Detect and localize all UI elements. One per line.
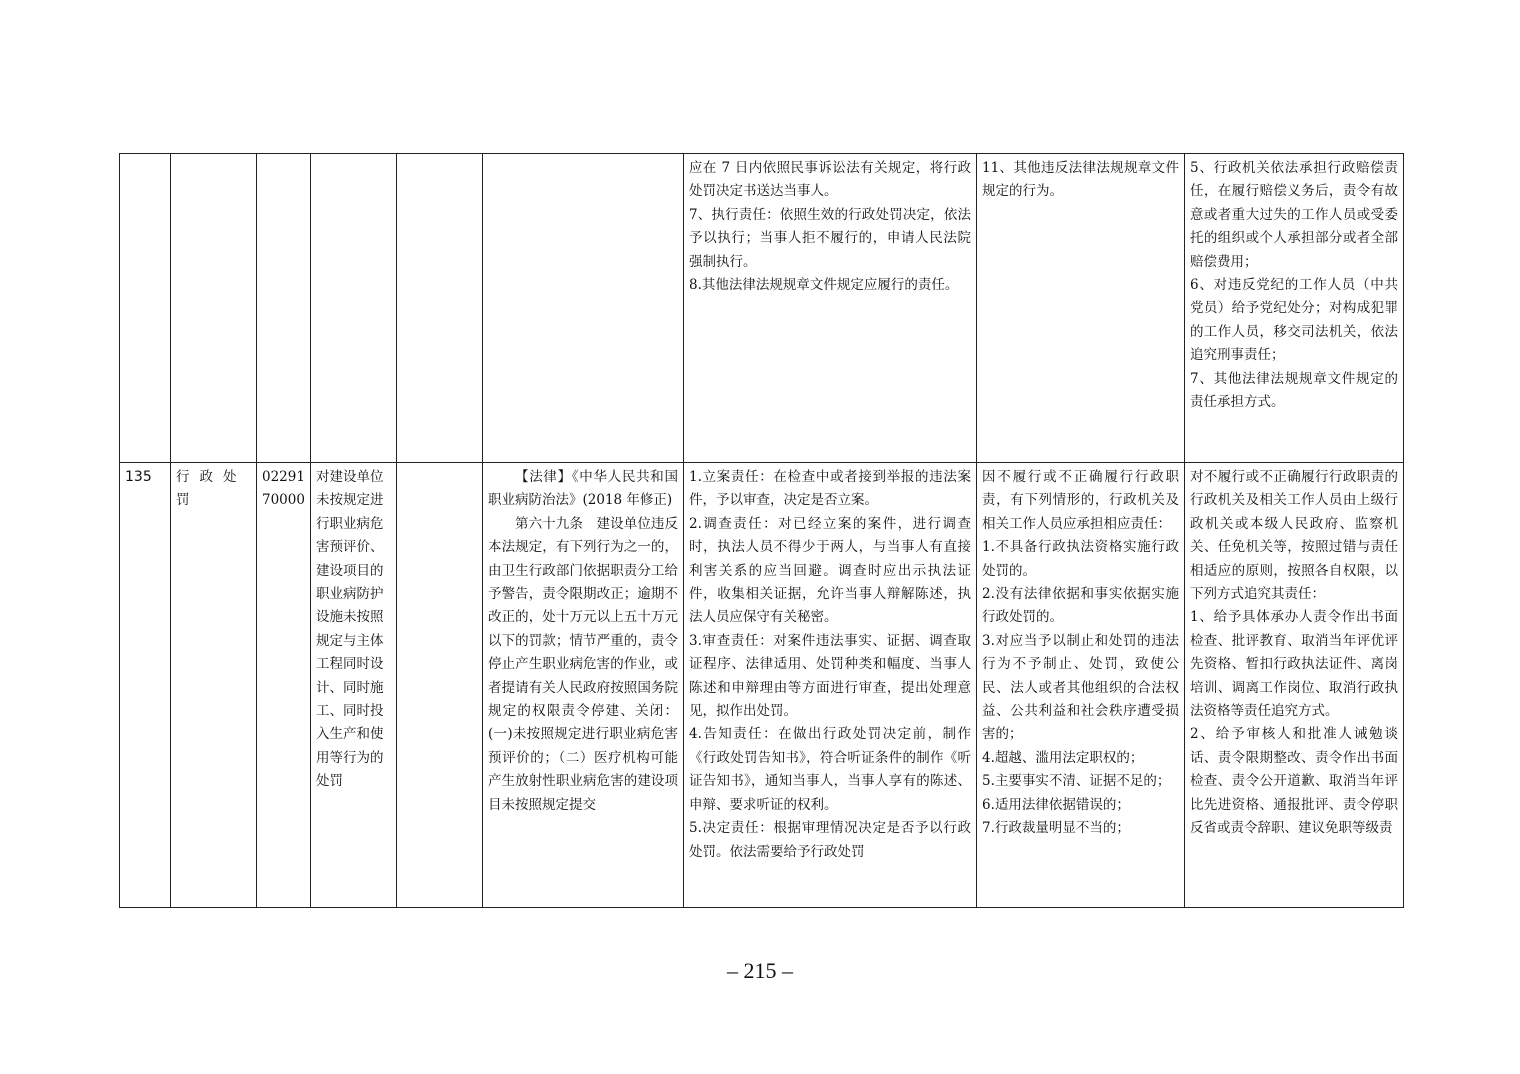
duty-paragraph: 7、执行责任：依照生效的行政处罚决定，依法予以执行；当事人拒不履行的，申请人民法院强制执行。	[689, 206, 971, 270]
cell-sub	[397, 154, 483, 463]
accountability-paragraph: 1、给予具体承办人责令作出书面检查、批评教育、取消当年评优评先资格、暂扣行政执法证件、离岗培训、调离工作岗位、取消行政执法资格等责任追究方式。	[1190, 609, 1398, 720]
accountability-paragraph: 7、其他法律法规规章文件规定的责任承担方式。	[1190, 370, 1398, 411]
duty-paragraph: 2.调查责任：对已经立案的案件，进行调查时，执法人员不得少于两人，与当事人有直接利害关系的应当回避。调查时应出示执法证件，收集相关证据，允许当事人辩解陈述，执法人员应保守有关秘密。	[689, 515, 971, 626]
circumstance-paragraph: 1.不具备行政执法资格实施行政处罚的。	[982, 539, 1179, 579]
circumstance-paragraph: 4.超越、滥用法定职权的；	[982, 749, 1144, 766]
cell-basis	[483, 154, 684, 463]
circumstance-paragraph: 6.适用法律依据错误的；	[982, 796, 1130, 813]
cell-name	[311, 154, 397, 463]
circumstance-paragraph: 7.行政裁量明显不当的；	[982, 820, 1130, 837]
cell-code: 0229170000	[257, 463, 311, 908]
cell-circumstances	[977, 463, 1185, 908]
cell-sub	[397, 463, 483, 908]
circumstance-paragraph: 因不履行或不正确履行行政职责，有下列情形的，行政机关及相关工作人员应承担相应责任：	[982, 469, 1179, 532]
duty-paragraph: 5.决定责任：根据审理情况决定是否予以行政处罚。依法需要给予行政处罚	[689, 820, 971, 860]
cell-code	[257, 154, 311, 463]
accountability-paragraph: 6、对违反党纪的工作人员（中共党员）给予党纪处分；对构成犯罪的工作人员，移交司法机关，依法追究刑事责任；	[1190, 277, 1398, 364]
circumstance-paragraph: 11、其他违反法律法规规章文件规定的行为。	[982, 160, 1179, 200]
circumstance-paragraph: 5.主要事实不清、证据不足的；	[982, 773, 1171, 790]
duty-paragraph: 3.审查责任：对案件违法事实、证据、调查取证程序、法律适用、处罚种类和幅度、当事人陈述和申辩理由等方面进行审查，提出处理意见，拟作出处罚。	[689, 632, 971, 720]
cell-duties	[684, 154, 977, 463]
cell-type	[171, 154, 257, 463]
cell-basis	[483, 463, 684, 908]
table-row	[120, 154, 1404, 463]
page-number: – 215 –	[727, 958, 793, 983]
accountability-paragraph: 对不履行或不正确履行行政职责的行政机关及相关工作人员由上级行政机关或本级人民政府、监察机关、任免机关等，按照过错与责任相适应的原则，按照各自权限，以下列方式追究其责任：	[1190, 469, 1398, 603]
cell-type: 行政处罚	[171, 463, 257, 908]
duty-paragraph: 8.其他法律法规规章文件规定应履行的责任。	[689, 277, 959, 294]
responsibility-table	[119, 153, 1404, 908]
cell-duties	[684, 463, 977, 908]
basis-paragraph: 第六十九条 建设单位违反本法规定，有下列行为之一的，由卫生行政部门依据职责分工给予警告，责令限期改正；逾期不改正的，处十万元以上五十万元以下的罚款；情节严重的，责令停止产生职业病危害的作业，或者提请有关人民政府按照国务院规定的权限责令停建、关闭：(一)未按照规定进行职业病危害预评价的；（二）医疗机构可能产生放射性职业病危害的建设项目未按照规定提交	[488, 515, 678, 813]
circumstance-paragraph: 3.对应当予以制止和处罚的违法行为不予制止、处罚，致使公民、法人或者其他组织的合法权益、公共利益和社会秩序遭受损害的；	[982, 632, 1179, 743]
basis-paragraph: 【法律】《中华人民共和国职业病防治法》(2018 年修正)	[488, 469, 678, 509]
duty-paragraph: 4.告知责任：在做出行政处罚决定前，制作《行政处罚告知书》，符合听证条件的制作《听证告知书》，通知当事人，当事人享有的陈述、申辩、要求听证的权利。	[689, 726, 971, 813]
accountability-paragraph: 5、行政机关依法承担行政赔偿责任，在履行赔偿义务后，责令有故意或者重大过失的工作人员或受委托的组织或个人承担部分或者全部赔偿费用；	[1190, 160, 1398, 270]
cell-circumstances	[977, 154, 1185, 463]
duty-paragraph: 1.立案责任：在检查中或者接到举报的违法案件，予以审查，决定是否立案。	[689, 469, 971, 509]
table-row	[120, 463, 1404, 908]
duty-paragraph: 应在 7 日内依照民事诉讼法有关规定，将行政处罚决定书送达当事人。	[689, 160, 971, 200]
circumstance-paragraph: 2.没有法律依据和事实依据实施行政处罚的。	[982, 586, 1179, 626]
cell-accountability	[1185, 154, 1404, 463]
cell-index: 135	[120, 463, 171, 908]
accountability-paragraph: 2、给予审核人和批准人诫勉谈话、责令限期整改、责令作出书面检查、责令公开道歉、取消当年评比先进资格、通报批评、责令停职反省或责令辞职、建议免职等级责	[1190, 726, 1398, 837]
cell-accountability	[1185, 463, 1404, 908]
cell-name: 对建设单位未按规定进行职业病危害预评价、建设项目的职业病防护设施未按照规定与主体工程同时设计、同时施工、同时投入生产和使用等行为的处罚	[311, 463, 397, 908]
cell-index	[120, 154, 171, 463]
